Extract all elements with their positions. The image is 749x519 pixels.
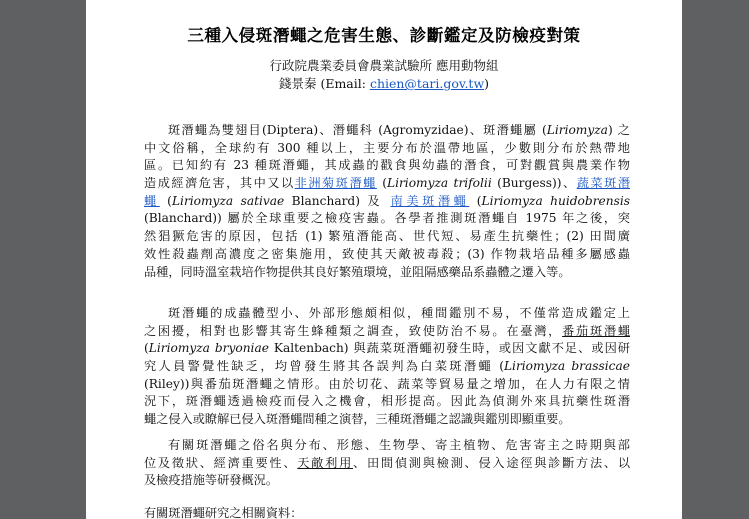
paragraph-line: 有關斑潛蠅研究之相關資料： xyxy=(144,506,303,519)
author-name: 錢景秦 xyxy=(278,76,317,91)
paragraph-line: 有關斑潛蠅之俗名與分布、形態、生物學、寄主植物、危害寄主之時期與部 xyxy=(168,438,630,452)
paragraph-line: (Blanchard)) 屬於全球重要之檢疫害蟲。各學者推測斑潛蠅自 1975 年之後，突 xyxy=(144,211,630,226)
paragraph-3 xyxy=(144,437,630,490)
paragraph-2 xyxy=(144,305,630,429)
paragraph-line: 斑潛蠅的成蟲體型小、外部形態頗相似，種間鑑別不易，不僅常造成鑑定上 xyxy=(168,306,630,320)
link-vegetable-leafminer[interactable]: 蔬菜斑潛 xyxy=(576,176,631,191)
document-page xyxy=(86,0,682,519)
paragraph-line: 中文俗稱，全球約有 300 種以上，主要分布於溫帶地區，少數則分布於熱帶地 xyxy=(144,140,630,155)
author-affiliation: 行政院農業委員會農業試驗所 應用動物組 xyxy=(269,58,499,73)
paragraph-line: 究人員警覺性缺乏，均曾發生將其各誤判為白菜斑潛蠅 (Liriomyza brassicae xyxy=(144,359,630,374)
paragraph-line: (Riley))與番茄斑潛蠅之情形。由於切花、蔬菜等貿易量之增加，在人力有限之情 xyxy=(144,376,630,391)
email-link[interactable]: chien@tari.gov.tw xyxy=(369,76,485,91)
paragraph-line: 品種，同時溫室栽培作物提供其良好繁殖環境，並阻隔感藥品系蟲體之遷入等。 xyxy=(144,264,571,279)
paragraph-line: 斑潛蠅為雙翅目(Diptera)、潛蠅科 (Agromyzidae)、斑潛蠅屬 (Liriomyza) 之 xyxy=(168,123,630,137)
document-title: 三種入侵斑潛蠅之危害生態、診斷鑑定及防檢疫對策 xyxy=(187,26,581,45)
paragraph-line: 蠅 (Liriomyza sativae Blanchard) 及 南美斑潛蠅 (Liriomyza huidobrensis xyxy=(144,193,630,208)
link-african-chrysanthemum-leafminer[interactable]: 非洲菊斑潛蠅 xyxy=(294,176,377,191)
paragraph-line: 效性殺蟲劑高濃度之密集施用，致使其天敵被毒殺；(3) 作物栽培品種多屬感蟲 xyxy=(144,246,630,261)
paragraph-4 xyxy=(144,505,630,519)
paragraph-line: 造成經濟危害，其中又以非洲菊斑潛蠅 (Liriomyza trifolii (Burgess))、蔬菜斑潛 xyxy=(144,176,631,191)
author-line xyxy=(86,74,682,92)
paragraph-line: 蠅之侵入或瞭解已侵入斑潛蠅間種之演替，三種斑潛蠅之認識與鑑別即顯重要。 xyxy=(144,412,571,427)
tomato-leafminer-term: 番茄斑潛蠅 xyxy=(562,323,631,338)
paragraph-line: 區。已知約有 23 種斑潛蠅，其成蟲的戳食與幼蟲的潛食，可對觀賞與農業作物 xyxy=(144,158,630,173)
paragraph-1 xyxy=(144,122,630,281)
email-prefix: (Email: xyxy=(320,76,370,91)
paragraph-line: (Liriomyza bryoniae Kaltenbach) 與蔬菜斑潛蠅初發生時，或因文獻不足、或因研 xyxy=(144,341,630,356)
natural-enemy-term: 天敵利用 xyxy=(297,455,354,470)
paragraph-line: 及檢疫措施等研發概況。 xyxy=(144,473,279,488)
link-vegetable-leafminer-cont[interactable]: 蠅 xyxy=(144,193,160,208)
paragraph-line: 位及徵狀、經濟重要性、天敵利用、田間偵測與檢測、侵入途徑與診斷方法、以 xyxy=(144,455,631,470)
paragraph-line: 之困擾，相對也影響其寄生蜂種類之調查，致使防治不易。在臺灣，番茄斑潛蠅 xyxy=(144,323,631,338)
link-south-american-leafminer[interactable]: 南美斑潛蠅 xyxy=(390,193,470,208)
paragraph-line: 然猖獗危害的原因，包括 (1) 繁殖潛能高、世代短、易產生抗藥性；(2) 田間廣 xyxy=(144,229,630,244)
email-suffix: ) xyxy=(484,76,490,91)
paragraph-line: 況下，斑潛蠅透過檢疫而侵入之機會，相形提高。因此為偵測外來具抗藥性斑潛 xyxy=(144,394,630,409)
